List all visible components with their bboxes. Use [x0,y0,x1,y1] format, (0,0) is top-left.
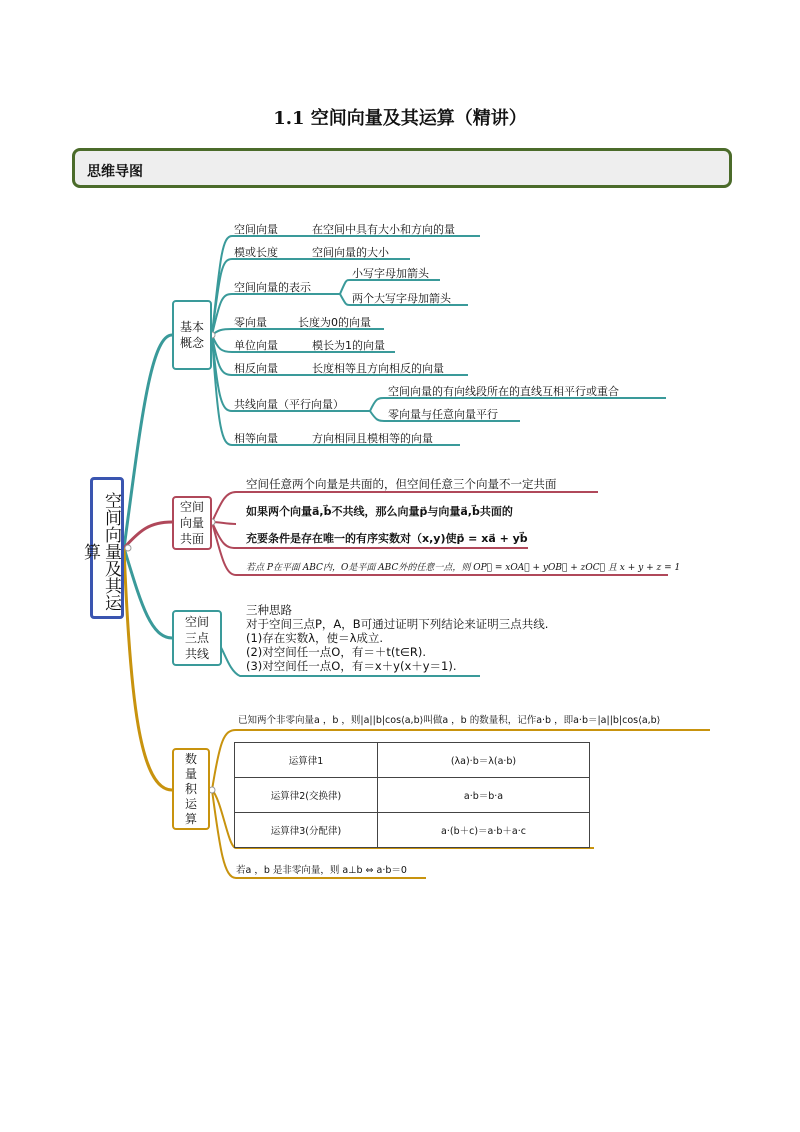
section-header-label: 思维导图 [87,164,143,180]
collinear-node [172,610,222,666]
dot-product-intro: 已知两个非零向量a ，b ，则|a||b|cos⟨a,b⟩叫做a ，b 的数量积，记作a·b ，即a·b＝|a||b|cos⟨a,b⟩ [238,715,661,726]
law-formula: a·(b＋c)＝a·b＋a·c [378,813,590,848]
root-node-label: 空间向量及其运算 [80,491,121,611]
dot-product-outro: 若a ，b 是非零向量，则 a⊥b ⇔ a·b＝0 [236,865,407,876]
coplanar-node [172,496,212,550]
page-title: 1.1 空间向量及其运算（精讲） [273,108,527,129]
table-row [235,813,590,848]
term-space-vector: 空间向量 [234,223,278,236]
dot-product-label: 数 量 积 运 算 [184,751,197,826]
term-opposite-vector: 相反向量 [234,362,278,375]
basic-concepts-label: 基本 概念 [179,320,204,350]
collinear-line-4: (2)对空间任一点O，有＝＋t(t∈R). [246,645,426,659]
term-equal-vector: 相等向量 [234,432,278,445]
basic-concepts-node [172,300,212,370]
desc-representation-1: 小写字母加箭头 [352,267,429,280]
law-name: 运算律1 [235,743,378,778]
coplanar-line-3: 充要条件是存在唯一的有序实数对（x,y)使p⃗ = xa⃗ + yb⃗ [246,532,528,545]
collinear-line-1: 三种思路 [246,603,292,617]
term-representation: 空间向量的表示 [234,281,311,294]
term-modulus: 模或长度 [234,246,278,259]
desc-equal-vector: 方向相同且模相等的向量 [312,432,433,445]
collinear-line-3: (1)存在实数λ，使＝λ成立. [246,631,384,645]
law-name: 运算律3(分配律) [235,813,378,848]
table-row [235,778,590,813]
law-name: 运算律2(交换律) [235,778,378,813]
term-unit-vector: 单位向量 [234,339,278,352]
coplanar-label: 空间 向量 共面 [179,500,204,546]
collinear-line-5: (3)对空间任一点O，有＝x＋y(x＋y＝1). [246,659,457,673]
law-formula: a·b＝b·a [378,778,590,813]
desc-collinear-2: 零向量与任意向量平行 [388,408,498,421]
term-collinear-vector: 共线向量（平行向量） [234,398,344,411]
desc-representation-2: 两个大写字母加箭头 [352,292,451,305]
dot-product-node [172,748,210,830]
desc-unit-vector: 模长为1的向量 [312,339,385,352]
coplanar-line-1: 空间任意两个向量是共面的，但空间任意三个向量不一定共面 [246,477,557,491]
operation-laws-table [234,742,590,848]
table-row [235,743,590,778]
law-formula: (λa)·b＝λ(a·b) [378,743,590,778]
collinear-line-2: 对于空间三点P，A，B可通过证明下列结论来证明三点共线. [246,617,549,631]
collinear-label: 空间 三点 共线 [184,615,209,661]
desc-modulus: 空间向量的大小 [312,246,389,259]
coplanar-line-4: 若点 P在平面 ABC内，O是平面 ABC外的任意一点，则 OP⃗ = xOA⃗ + yOB⃗ + zOC⃗ 且 x + y + z = 1 [246,563,681,573]
desc-zero-vector: 长度为0的向量 [298,316,371,329]
desc-space-vector: 在空间中具有大小和方向的量 [312,223,455,236]
term-zero-vector: 零向量 [234,316,267,329]
desc-opposite-vector: 长度相等且方向相反的向量 [312,362,444,375]
coplanar-line-2: 如果两个向量a⃗,b⃗不共线，那么向量p⃗与向量a⃗,b⃗共面的 [246,505,513,518]
root-node [80,477,124,619]
desc-collinear-1: 空间向量的有向线段所在的直线互相平行或重合 [388,385,619,398]
